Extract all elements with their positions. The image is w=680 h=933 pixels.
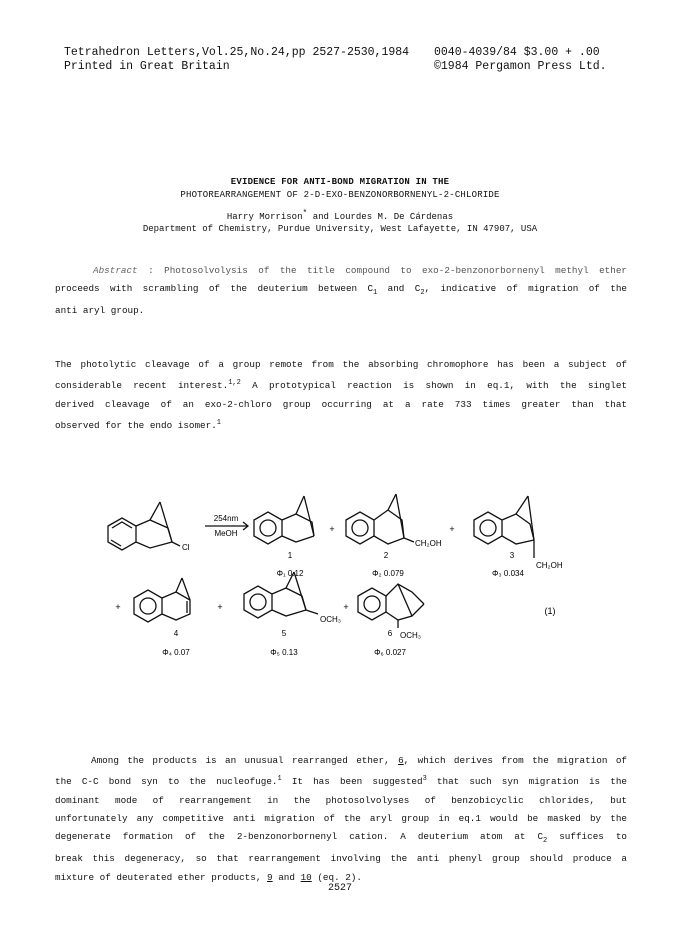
intro-sup-2: 1 — [216, 418, 221, 427]
reaction-scheme — [0, 480, 680, 680]
compound-number: 6 — [387, 629, 393, 638]
body-line-6: break this degeneracy, so that rearrangement involving the anti phenyl group should produce a — [55, 853, 627, 865]
body-line-2b: It has been suggested — [291, 776, 423, 788]
compound-ref: 6 — [398, 755, 404, 766]
body-paragraph — [55, 752, 627, 887]
journal-citation: Tetrahedron Letters,Vol.25,No.24,pp 2527-2530,1984 — [64, 46, 410, 59]
intro-sup-1: 1,2 — [228, 379, 241, 388]
intro-paragraph — [55, 356, 627, 435]
product-5-structure — [244, 572, 318, 618]
reagent-light: 254nm — [213, 514, 239, 523]
chloro-label: Cl — [182, 543, 190, 552]
compound-number: 3 — [509, 551, 515, 560]
abstract-line-2a: proceeds with scrambling of the deuterium between C — [55, 283, 374, 295]
compound-number: 4 — [173, 629, 179, 638]
title-line-2: PHOTOREARRANGEMENT OF 2-D-EXO-BENZONORBORNENYL-2-CHLORIDE — [180, 190, 500, 200]
compound-number: 5 — [281, 629, 287, 638]
och3-label-5: OCH₃ — [320, 615, 342, 624]
body-sub-2: 2 — [543, 837, 548, 846]
plus-sign: + — [449, 524, 455, 534]
abstract — [55, 262, 627, 321]
page-number: 2527 — [327, 883, 352, 894]
body-sup-1: 1 — [277, 775, 282, 784]
product-4-structure — [134, 578, 190, 622]
ch2oh-label-3: CH₂OH — [536, 561, 563, 570]
compound-number: 2 — [383, 551, 389, 560]
reactant-structure — [108, 502, 180, 550]
product-6-structure — [358, 584, 424, 628]
authors — [0, 209, 680, 222]
body-line-2a: the C-C bond syn to the nucleofuge. — [55, 776, 278, 788]
quantum-yield: Φ₂ 0.079 — [372, 569, 404, 578]
intro-line-2b: A prototypical reaction is shown in eq.1, with the singlet — [252, 380, 627, 392]
equation-label: (1) — [544, 606, 556, 616]
plus-sign: + — [329, 524, 335, 534]
body-line-1a: Among the products is an unusual rearranged ether, — [91, 755, 390, 766]
abstract-sub-2: 2 — [420, 289, 425, 298]
abstract-line-3: anti aryl group. — [55, 305, 145, 317]
intro-line-4: observed for the endo isomer. — [55, 420, 217, 432]
body-line-4: unfortunately any competitive anti migration of the aryl group in eq.1 would be masked by the — [55, 812, 627, 824]
abstract-line-2b: and C — [387, 283, 421, 295]
compound-number: 1 — [287, 551, 293, 560]
intro-line-1: The photolytic cleavage of a group remote from the absorbing chromophore has been a subject of — [55, 359, 627, 370]
ch2oh-label-2: CH₂OH — [415, 539, 442, 548]
abstract-label: Abstract — [93, 265, 138, 276]
quantum-yield: Φ₃ 0.034 — [492, 569, 524, 578]
body-line-5b: suffices to — [559, 831, 627, 843]
abstract-line-2c: , indicative of migration of the — [424, 283, 627, 295]
product-3-structure — [474, 496, 534, 558]
product-2-structure — [346, 494, 414, 544]
quantum-yield: Φ₆ 0.027 — [374, 648, 406, 657]
plus-sign: + — [217, 602, 223, 612]
compound-ref: 9 — [267, 871, 273, 883]
issn-price: 0040-4039/84 $3.00 + .00 — [434, 46, 600, 59]
quantum-yield: Φ₅ 0.13 — [270, 648, 298, 657]
body-line-5a: degenerate formation of the 2-benzonorbornenyl cation. A deuterium atom at C — [55, 831, 544, 843]
body-and: and — [278, 871, 295, 883]
printed-in: Printed in Great Britain — [64, 60, 230, 73]
abstract-sub-1: 1 — [373, 289, 378, 298]
corresponding-mark: * — [302, 209, 308, 218]
och3-label-6: OCH₃ — [400, 631, 422, 640]
compound-ref: 10 — [300, 871, 312, 883]
body-line-1b: , which derives from the migration of — [403, 755, 627, 766]
body-line-7a: mixture of deuterated ether products, — [55, 871, 262, 883]
plus-sign: + — [115, 602, 121, 612]
intro-line-2a: considerable recent interest. — [55, 380, 229, 392]
author-1: Harry Morrison — [226, 212, 303, 222]
abstract-line-1: : Photosolvolysis of the title compound to exo-2-benzonorbornenyl methyl ether — [148, 265, 627, 276]
plus-sign: + — [343, 602, 349, 612]
body-line-3: dominant mode of rearrangement in the photosolvolyses of benzobicyclic chlorides, but — [55, 794, 627, 806]
reagent-solvent: MeOH — [214, 529, 238, 538]
body-line-7b: (eq. 2). — [317, 871, 362, 883]
product-1-structure — [254, 496, 314, 544]
body-sup-3: 3 — [422, 775, 427, 784]
title-line-1: EVIDENCE FOR ANTI-BOND MIGRATION IN THE — [230, 177, 450, 187]
copyright: ©1984 Pergamon Press Ltd. — [434, 60, 607, 73]
author-2: and Lourdes M. De Cárdenas — [312, 212, 454, 222]
quantum-yield: Φ₁ 0.12 — [276, 569, 304, 578]
intro-line-3: derived cleavage of an exo-2-chloro group occurring at a rate 733 times greater than that — [55, 398, 627, 410]
body-line-2c: that such syn migration is the — [436, 776, 627, 788]
affiliation: Department of Chemistry, Purdue University, West Lafayette, IN 47907, USA — [142, 224, 538, 234]
quantum-yield: Φ₄ 0.07 — [162, 648, 190, 657]
